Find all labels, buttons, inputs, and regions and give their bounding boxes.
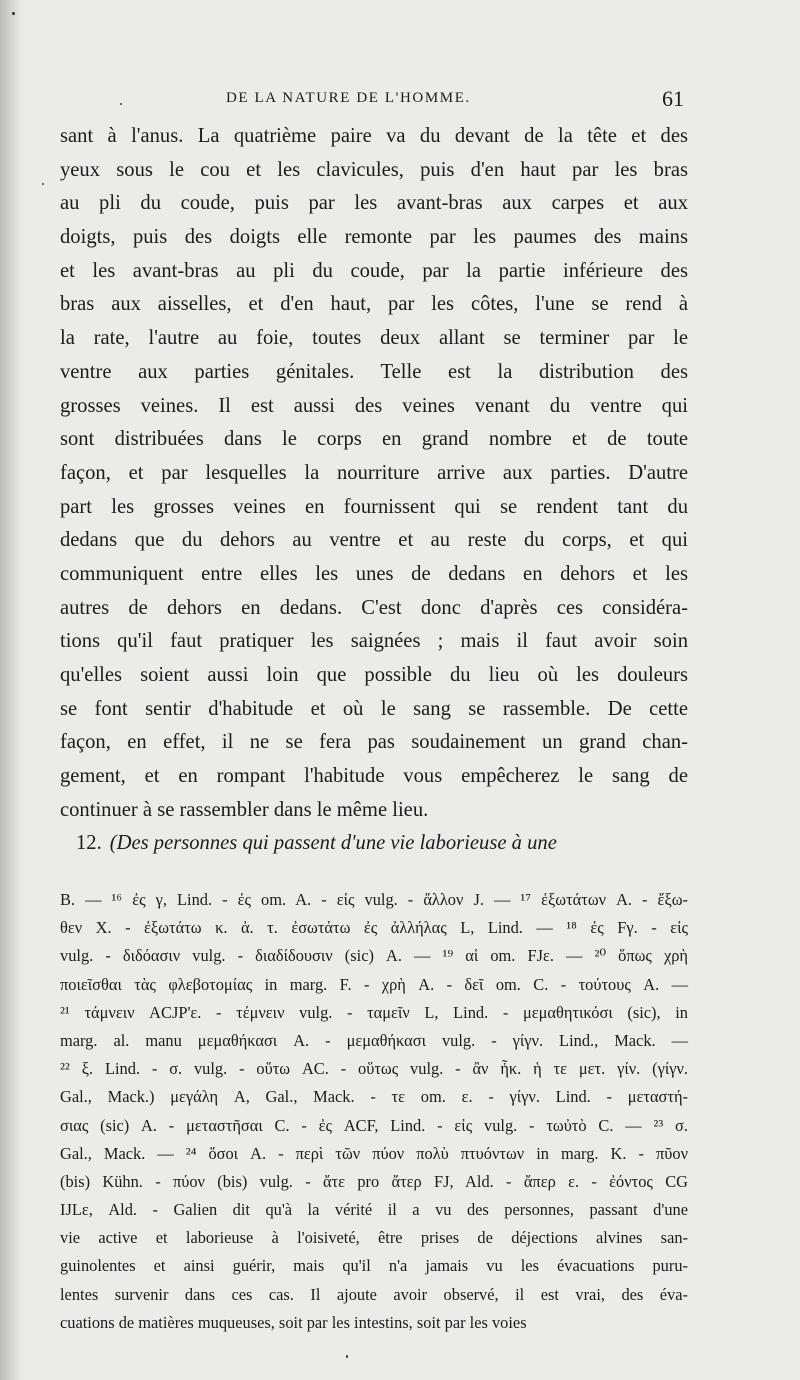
text-line: et les avant-bras au pli du coude, par la partie inférieure des bbox=[60, 259, 688, 282]
note-line: cuations de matières muqueuses, soit par les intestins, soit par les voies bbox=[60, 1312, 527, 1332]
note-line: IJLε, Ald. - Galien dit qu'à la vérité il a vu des personnes, passant d'une bbox=[60, 1200, 688, 1220]
text-line: sant à l'anus. La quatrième paire va du devant de la tête et des bbox=[60, 125, 688, 147]
text-line: se font sentir d'habitude et où le sang se rassemble. De cette bbox=[60, 697, 688, 720]
paper-speck bbox=[120, 103, 122, 105]
text-line: tions qu'il faut pratiquer les saignées ; mais il faut avoir soin bbox=[60, 630, 688, 653]
note-line: vie active et laborieuse à l'oisiveté, être prises de déjections alvines san- bbox=[60, 1228, 688, 1248]
note-line: Gal., Mack.) μεγάλη A, Gal., Mack. - τε om. ε. - γίγν. Lind. - μεταστή- bbox=[60, 1087, 688, 1107]
note-line: θεν X. - ἐξωτάτω κ. ἀ. τ. ἐσωτάτω ἐς ἀλλήλας L, Lind. — ¹⁸ ἐς Fγ. - εἰς bbox=[60, 918, 688, 938]
text-line: dedans que du dehors au ventre et au reste du corps, et qui bbox=[60, 529, 688, 552]
main-text bbox=[60, 120, 688, 861]
footnotes bbox=[60, 886, 688, 1337]
paper-speck bbox=[42, 183, 44, 185]
note-line: marg. al. manu μεμαθήκασι A. - μεμαθήκασι vulg. - γίγν. Lind., Mack. — bbox=[60, 1030, 688, 1050]
text-line: communiquent entre elles les unes de dedans en dehors et les bbox=[60, 562, 688, 585]
page-edge-shadow bbox=[0, 0, 22, 1380]
note-line: lentes survenir dans ces cas. Il ajoute avoir observé, il est vrai, des éva- bbox=[60, 1284, 688, 1304]
note-line: ²² ξ. Lind. - σ. vulg. - οὕτω AC. - οὕτως vulg. - ἂν ἧκ. ἡ τε μετ. γίν. (γίγν. bbox=[60, 1059, 688, 1079]
note-line: (bis) Kühn. - πύον (bis) vulg. - ἄτε pro ἄτερ FJ, Ald. - ἄπερ ε. - ἐόντος CG bbox=[60, 1171, 688, 1191]
paper-speck bbox=[12, 12, 15, 15]
note-line: vulg. - διδόασιν vulg. - διαδίδουσιν (sic) A. — ¹⁹ αἱ om. FJε. — ²⁰ ὅπως χρὴ bbox=[60, 946, 688, 966]
note-line: B. — ¹⁶ ἐς γ, Lind. - ἐς om. A. - εἰς vulg. - ἄλλον J. — ¹⁷ ἐξωτάτων A. - ἔξω- bbox=[60, 890, 688, 909]
section-number: 12. bbox=[76, 832, 102, 855]
section-heading bbox=[60, 827, 688, 861]
text-line: ventre aux parties génitales. Telle est la distribution des bbox=[60, 360, 688, 383]
note-line: Gal., Mack. — ²⁴ ὅσοι A. - περὶ τῶν πύον πολὺ πτυόντων in marg. K. - πῦον bbox=[60, 1143, 688, 1163]
note-line: guinolentes et ainsi guérir, mais qu'il n'a jamais vu les évacuations puru- bbox=[60, 1256, 688, 1276]
text-line: au pli du coude, puis par les avant-bras aux carpes et aux bbox=[60, 192, 688, 215]
text-line: part les grosses veines en fournissent qui se rendent tant du bbox=[60, 495, 688, 518]
text-line: qu'elles soient aussi loin que possible du lieu où les douleurs bbox=[60, 664, 688, 686]
text-line: grosses veines. Il est aussi des veines venant du ventre qui bbox=[60, 394, 688, 417]
page-number: 61 bbox=[662, 86, 684, 111]
text-line: doigts, puis des doigts elle remonte par les paumes des mains bbox=[60, 226, 688, 249]
text-line: bras aux aisselles, et d'en haut, par les côtes, l'une se rend à bbox=[60, 293, 688, 316]
text-line: continuer à se rassembler dans le même lieu. bbox=[60, 798, 429, 821]
paper-speck bbox=[346, 1355, 348, 1358]
note-line: ποιεῖσθαι τὰς φλεβοτομίας in marg. F. - χρὴ A. - δεῖ om. C. - τούτους A. — bbox=[60, 974, 688, 994]
text-line: sont distribuées dans le corps en grand nombre et de toute bbox=[60, 428, 688, 451]
running-head: DE LA NATURE DE L'HOMME. bbox=[226, 90, 471, 106]
section-title: (Des personnes qui passent d'une vie laborieuse à une bbox=[109, 832, 557, 855]
note-line: σιας (sic) A. - μεταστῆσαι C. - ἐς ACF, Lind. - εἰς vulg. - τωὐτὸ C. — ²³ σ. bbox=[60, 1115, 688, 1135]
text-line: façon, et par lesquelles la nourriture arrive aux parties. D'autre bbox=[60, 461, 688, 484]
text-line: autres de dehors en dedans. C'est donc d'après ces considéra- bbox=[60, 596, 688, 619]
page-header bbox=[60, 86, 690, 116]
text-line: façon, en effet, il ne se fera pas soudainement un grand chan- bbox=[60, 731, 688, 754]
note-line: ²¹ τάμνειν ACJP'ε. - τέμνειν vulg. - ταμεῖν L, Lind. - μεμαθητικόσι (sic), in bbox=[60, 1002, 688, 1022]
text-line: yeux sous le cou et les clavicules, puis d'en haut par les bras bbox=[60, 158, 688, 181]
text-line: la rate, l'autre au foie, toutes deux allant se terminer par le bbox=[60, 327, 688, 350]
text-line: gement, et en rompant l'habitude vous empêcherez le sang de bbox=[60, 765, 688, 788]
